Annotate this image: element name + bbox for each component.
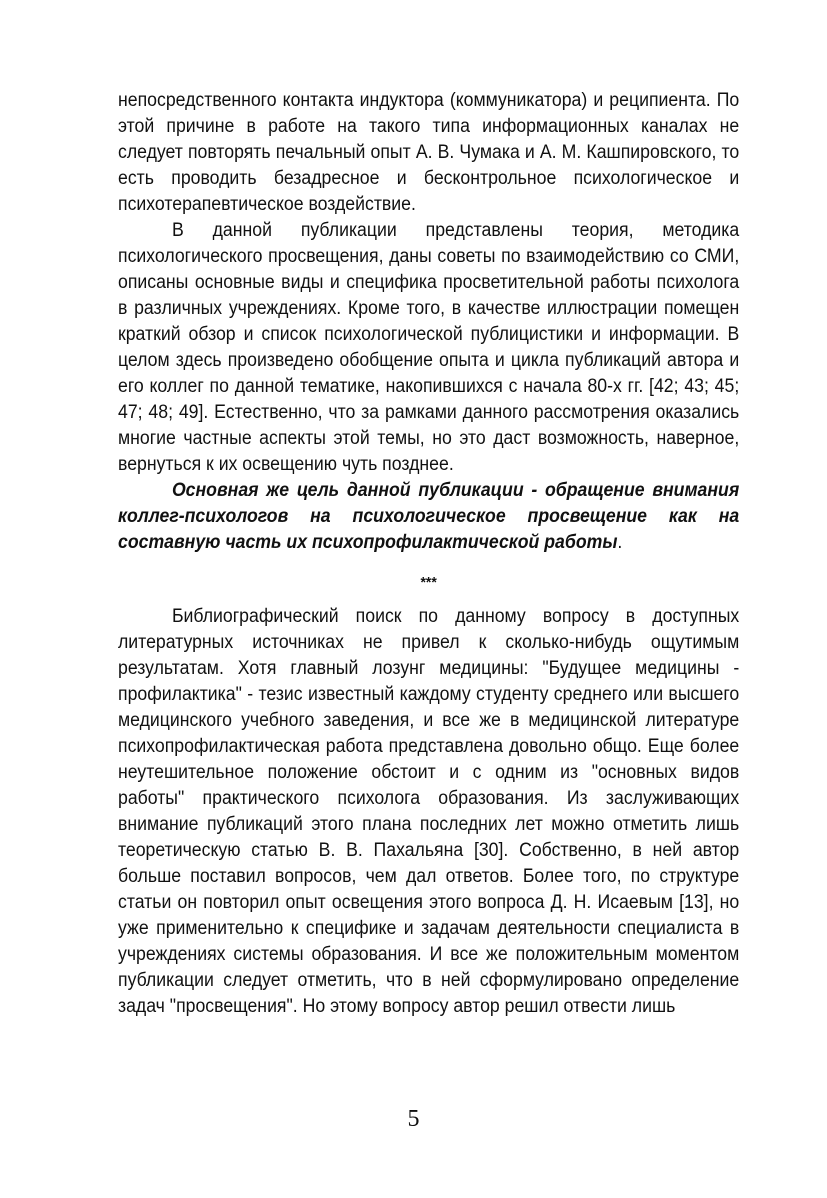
main-goal-emphasis: Основная же цель данной публикации - обращение внимания коллег-психологов на психологическое просвещение как на составную часть их психопрофилактической работы <box>118 480 740 553</box>
main-text <box>118 88 739 1020</box>
paragraph-bibliographic-search: Библиографический поиск по данному вопросу в доступных литературных источниках не привел к сколько-нибудь ощутимым результатам. Хотя главный лозунг медицины: "Будущее медицины - профилактика" - тезис известный каждому студенту среднего или высшего медицинского учебного заведения, и все же в медицинской литературе психопрофилактическая работа представлена довольно общо. Еще более неутешительное положение обстоит и с одним из "основных видов работы" практического психолога образования. Из заслуживающих внимание публикаций этого плана последних лет можно отметить лишь теоретическую статью В. В. Пахальяна [30]. Собственно, в ней автор больше поставил вопросов, чем дал ответов. Более того, по структуре статьи он повторил опыт освещения этого вопроса Д. Н. Исаевым [13], но уже применительно к специфике и задачам деятельности специалиста в учреждениях системы образования. И все же положительным моментом публикации следует отметить, что в ней сформулировано определение задач "просвещения". Но этому вопросу автор решил отвести лишь <box>118 606 740 1017</box>
page-number: 5 <box>407 1106 420 1132</box>
paragraph-publication-overview: В данной публикации представлены теория, методика психологического просвещения, даны советы по взаимодействию со СМИ, описаны основные виды и специфика просветительной работы психолога в различных учреждениях. Кроме того, в качестве иллюстрации помещен краткий обзор и список психологической публицистики и информации. В целом здесь произведено обобщение опыта и цикла публикаций автора и его коллег по данной тематике, накопившихся с начала 80-х гг. [42; 43; 45; 47; 48; 49]. Естественно, что за рамками данного рассмотрения оказались многие частные аспекты этой темы, но это даст возможность, наверное, вернуться к их освещению чуть позднее. <box>118 220 740 475</box>
paragraph-main-goal <box>118 478 739 556</box>
main-goal-period: . <box>617 532 623 553</box>
paragraph-continuation: непосредственного контакта индуктора (коммуникатора) и реципиента. По этой причине в работе на такого типа информационных каналах не следует повторять печальный опыт А. В. Чумака и А. М. Кашпировского, то есть проводить безадресное и бесконтрольное психологическое и психотерапевтическое воздействие. <box>118 90 740 215</box>
section-separator: *** <box>420 574 437 591</box>
